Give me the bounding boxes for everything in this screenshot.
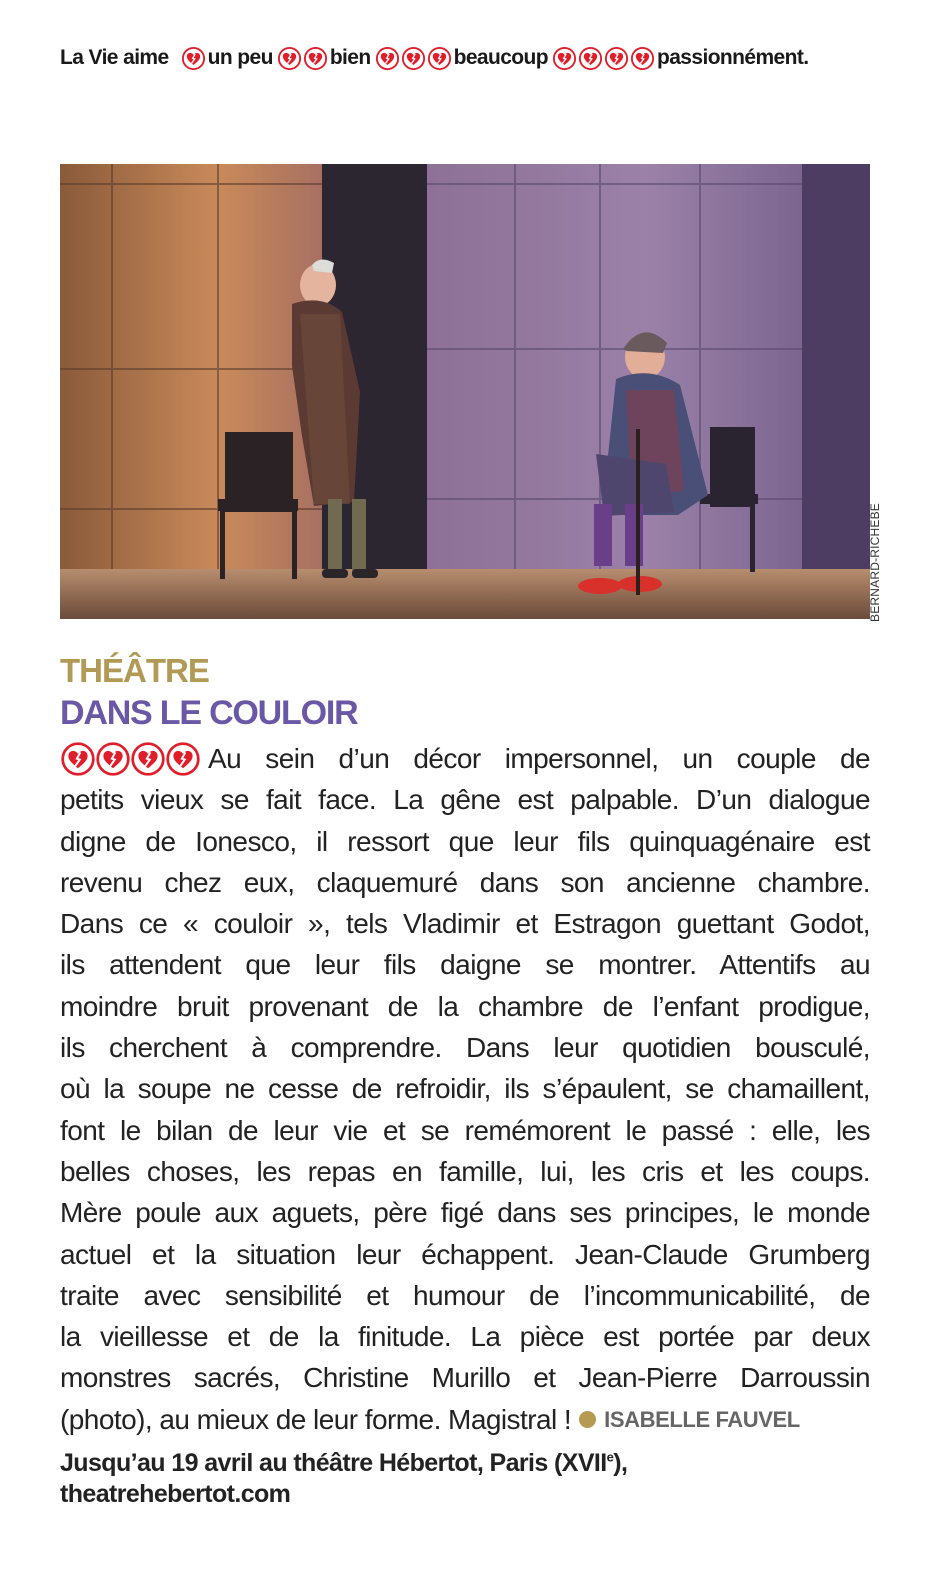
- author-bullet-icon: [579, 1411, 596, 1428]
- legend-level-3: [375, 46, 552, 71]
- author-name: ISABELLE FAUVEL: [604, 1406, 800, 1432]
- body-line: où la soupe ne cesse de refroidir, ils s’épaulent, se chamaillent,: [60, 1073, 870, 1105]
- body-line: ils cherchent à comprendre. Dans leur quotidien bousculé,: [60, 1032, 870, 1064]
- legend-level-2: [277, 46, 375, 71]
- body-line: la vieillesse et de la finitude. La pièce est portée par deux: [60, 1321, 870, 1353]
- body-line: [60, 738, 870, 779]
- body-line: belles choses, les repas en famille, lui, les cris et les coups.: [60, 1155, 870, 1187]
- article-rating: [60, 741, 200, 777]
- rating-legend: [60, 40, 812, 76]
- article-body: [60, 738, 870, 1440]
- body-line: font le bilan de leur vie et se remémorent le passé : elle, les: [60, 1114, 870, 1146]
- photo-credit-text: BERNARD-RICHEBE: [868, 502, 882, 622]
- info-line-1: Jusqu’au 19 avril au théâtre Hébertot, Paris (XVII: [60, 1449, 607, 1477]
- body-line-text: Au sein d’un décor impersonnel, un couple de: [208, 743, 870, 774]
- heart-icon: [401, 46, 426, 71]
- heart-icon: [303, 46, 328, 71]
- info-dates: [60, 1448, 627, 1479]
- stage-photo: [60, 164, 870, 619]
- practical-info: [60, 1448, 627, 1510]
- legend-level-4: [552, 46, 812, 71]
- heart-icon: [165, 741, 201, 777]
- heart-icon: [60, 741, 96, 777]
- heart-icon: [427, 46, 452, 71]
- body-line: ils attendent que leur fils daigne se montrer. Attentifs au: [60, 949, 870, 981]
- legend-label: passionnément.: [657, 46, 809, 69]
- body-line: monstres sacrés, Christine Murillo et Jean-Pierre Darroussin: [60, 1362, 870, 1394]
- legend-level-1: [181, 46, 277, 71]
- heart-icon: [604, 46, 629, 71]
- heart-icon: [130, 741, 166, 777]
- body-line: traite avec sensibilité et humour de l’incommunicabilité, de: [60, 1279, 870, 1311]
- section-rubric: THÉÂTRE: [60, 652, 209, 689]
- stage-photo-illustration: [60, 164, 870, 619]
- heart-icon: [630, 46, 655, 71]
- heart-icon: [277, 46, 302, 71]
- body-line: digne de Ionesco, il ressort que leur fils quinquagénaire est: [60, 825, 870, 857]
- heart-icon: [375, 46, 400, 71]
- heart-icon: [95, 741, 131, 777]
- heart-icon: [578, 46, 603, 71]
- body-line: moindre bruit provenant de la chambre de l’enfant prodigue,: [60, 990, 870, 1022]
- info-line-1-end: ),: [613, 1449, 628, 1477]
- body-line-text: (photo), au mieux de leur forme. Magistral !: [60, 1403, 572, 1435]
- body-line: Dans ce « couloir », tels Vladimir et Estragon guettant Godot,: [60, 908, 870, 940]
- body-line: [60, 1399, 870, 1440]
- article-title: DANS LE COULOIR: [60, 694, 358, 732]
- info-website: theatrehebertot.com: [60, 1480, 291, 1508]
- body-line: Mère poule aux aguets, père figé dans ses principes, le monde: [60, 1197, 870, 1229]
- legend-label: bien: [329, 46, 371, 69]
- info-superscript: e: [606, 1449, 614, 1465]
- legend-label: beaucoup: [453, 46, 548, 69]
- body-line: actuel et la situation leur échappent. Jean-Claude Grumberg: [60, 1238, 870, 1270]
- legend-lead: La Vie aime: [60, 46, 169, 69]
- body-line: petits vieux se fait face. La gêne est palpable. D’un dialogue: [60, 784, 870, 816]
- legend-label: un peu: [207, 46, 273, 69]
- heart-icon: [181, 46, 206, 71]
- heart-icon: [552, 46, 577, 71]
- body-line: revenu chez eux, claquemuré dans son ancienne chambre.: [60, 866, 870, 898]
